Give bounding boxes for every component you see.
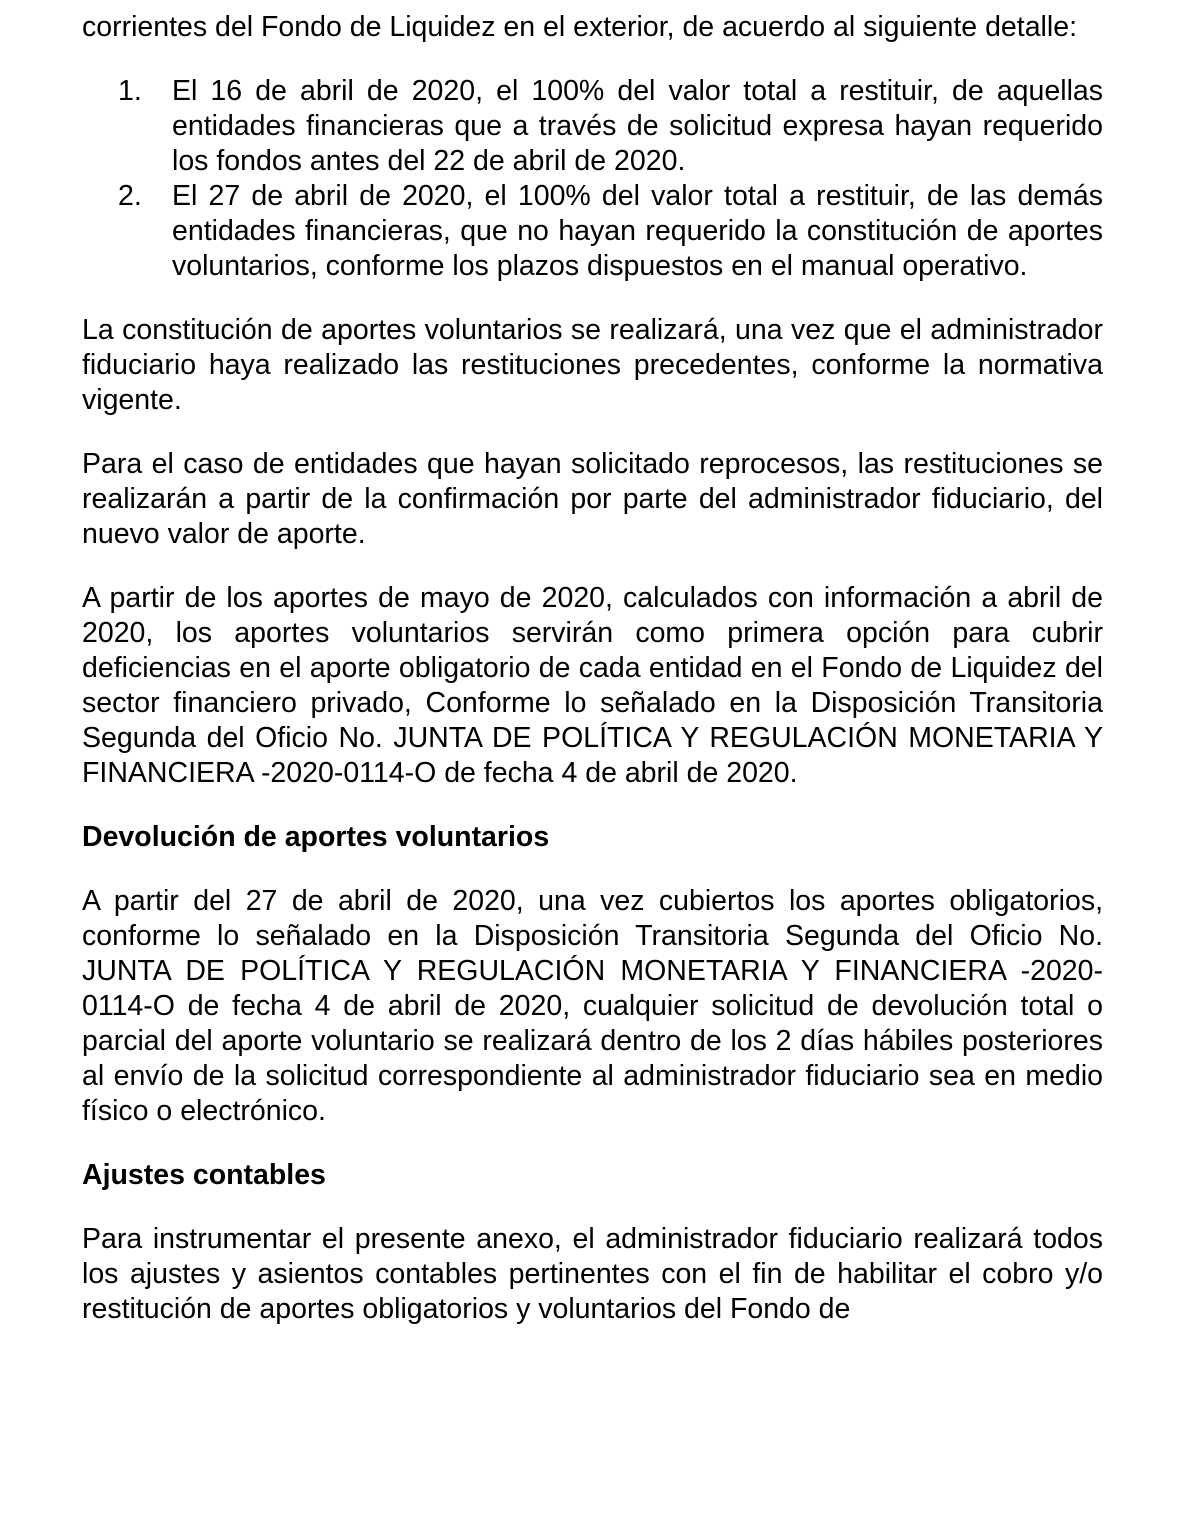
list-item <box>82 179 1103 284</box>
list-item-number: 1. <box>118 75 142 107</box>
restitution-list <box>82 74 1103 284</box>
list-item <box>82 74 1103 179</box>
document-page <box>82 10 1103 1327</box>
reprocesos-paragraph: Para el caso de entidades que hayan solicitado reprocesos, las restituciones se realizarán a partir de la confirmación por parte del administrador fiduciario, del nuevo valor de aporte. <box>82 448 1103 550</box>
intro-paragraph: corrientes del Fondo de Liquidez en el exterior, de acuerdo al siguiente detalle: <box>82 11 1077 43</box>
list-item-text: El 16 de abril de 2020, el 100% del valor total a restituir, de aquellas entidades financieras que a través de solicitud expresa hayan requerido los fondos antes del 22 de abril de 2020. <box>172 75 1103 177</box>
devolucion-paragraph: A partir del 27 de abril de 2020, una vez cubiertos los aportes obligatorios, conforme lo señalado en la Disposición Transitoria Segunda del Oficio No. JUNTA DE POLÍTICA Y REGULACIÓN MONETARIA Y FINANCIERA -2020-0114-O de fecha 4 de abril de 2020, cualquier solicitud de devolución total o parcial del aporte voluntario se realizará dentro de los 2 días hábiles posteriores al envío de la solicitud correspondiente al administrador fiduciario sea en medio físico o electrónico. <box>82 885 1103 1127</box>
list-item-text: El 27 de abril de 2020, el 100% del valor total a restituir, de las demás entidades financieras, que no hayan requerido la constitución de aportes voluntarios, conforme los plazos dispuestos en el manual operativo. <box>172 180 1103 282</box>
section-heading-ajustes: Ajustes contables <box>82 1159 326 1191</box>
constitucion-paragraph: La constitución de aportes voluntarios se realizará, una vez que el administrador fiduciario haya realizado las restituciones precedentes, conforme la normativa vigente. <box>82 314 1103 416</box>
mayo-paragraph: A partir de los aportes de mayo de 2020, calculados con información a abril de 2020, los aportes voluntarios servirán como primera opción para cubrir deficiencias en el aporte obligatorio de cada entidad en el Fondo de Liquidez del sector financiero privado, Conforme lo señalado en la Disposición Transitoria Segunda del Oficio No. JUNTA DE POLÍTICA Y REGULACIÓN MONETARIA Y FINANCIERA -2020-0114-O de fecha 4 de abril de 2020. <box>82 582 1103 789</box>
list-item-number: 2. <box>118 180 142 212</box>
section-heading-devolucion: Devolución de aportes voluntarios <box>82 821 550 853</box>
ajustes-paragraph: Para instrumentar el presente anexo, el administrador fiduciario realizará todos los ajustes y asientos contables pertinentes con el fin de habilitar el cobro y/o restitución de aportes obligatorios y voluntarios del Fondo de <box>82 1223 1103 1325</box>
